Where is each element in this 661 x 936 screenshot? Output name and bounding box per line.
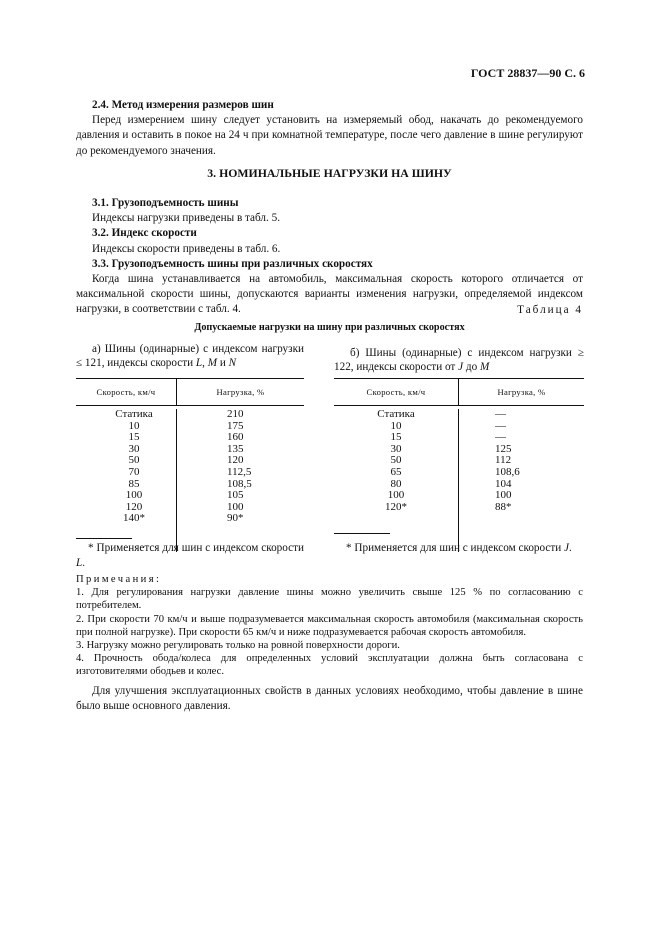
table-b-load-cell: 104 <box>495 477 512 490</box>
section-3-3-heading: 3.3. Грузоподъемность шины при различных скоростях <box>92 257 373 270</box>
note-1: 1. Для регулирования нагрузки давление шины можно увеличить свыше 125 % по согласованию с потребителем. <box>76 587 583 612</box>
table-a-col-load: Нагрузка, % <box>216 387 265 397</box>
table-a-load-cell: 90* <box>227 512 244 525</box>
table-b-load-cell: 125 <box>495 442 512 455</box>
table-a-speeds <box>76 409 177 552</box>
notes <box>76 573 583 679</box>
table-b-col-load: Нагрузка, % <box>497 387 546 397</box>
table-a-load-cell: 112,5 <box>227 465 252 478</box>
section-3-2-text: Индексы скорости приведены в табл. 6. <box>92 242 281 255</box>
table-b-load-cell: 108,6 <box>495 465 520 478</box>
notes-heading: Примечания: <box>76 574 162 585</box>
note-3: 3. Нагрузку можно регулировать только на ровной поверхности дороги. <box>76 640 400 652</box>
section-3-title: 3. НОМИНАЛЬНЫЕ НАГРУЗКИ НА ШИНУ <box>207 166 452 180</box>
section-2-4-heading: 2.4. Метод измерения размеров шин <box>92 99 274 111</box>
section-3-body <box>76 196 583 318</box>
final-paragraph: Для улучшения эксплуатационных свойств в данных условиях необходимо, чтобы давление в шине было выше основного давления. <box>76 685 583 713</box>
section-2-4 <box>76 98 583 159</box>
table-a <box>76 378 304 552</box>
table-b-speed-cell: Статика <box>377 408 415 420</box>
section-2-4-text: Перед измерением шину следует установить на измеряемый обод, накачать до рекомендуемого давления и оставить в покое на 24 ч при комнатной температуре, после чего давление в шине регулируют до рекомендуемого значения. <box>76 114 583 157</box>
table-b-speed-cell: 80 <box>390 477 402 490</box>
table-a-speed-cell: 15 <box>128 431 140 444</box>
table-b-speed-cell: 120* <box>385 500 407 513</box>
table-b-header <box>334 379 584 406</box>
table-b-load-cell: 100 <box>495 489 512 502</box>
table-b-speeds <box>334 409 459 552</box>
footnote-b-rule <box>334 533 390 534</box>
table-a-load-cell: 135 <box>227 442 244 455</box>
table-a-header <box>76 379 304 406</box>
table-b-col-speed: Скорость, км/ч <box>334 379 459 405</box>
table-b-loads <box>459 409 584 552</box>
table-a-caption: а) Шины (одинарные) с индексом нагрузки ≤ 121, индексы скорости L, M и N <box>76 343 304 369</box>
table-b-load-cell: — <box>495 431 506 444</box>
table-b-speed-cell: 65 <box>390 465 402 478</box>
note-4: 4. Прочность обода/колеса для определенных условий эксплуатации должна быть согласована с изготовителями ободьев и колес. <box>76 653 583 678</box>
table-b-caption: б) Шины (одинарные) с индексом нагрузки ≥ 122, индексы скорости от J до M <box>334 347 584 373</box>
table-a-speed-cell: 140* <box>123 512 145 525</box>
table-a-load-cell: 175 <box>227 419 244 432</box>
table-a-speed-cell: 120 <box>125 500 143 513</box>
note-2: 2. При скорости 70 км/ч и выше подразумевается максимальная скорость автомобиля (максимальная скорость при полной нагрузке). При скорости 65 км/ч и ниже подразумевается рабочая скорость автомобиля. <box>76 613 583 638</box>
table-a-load-cell: 105 <box>227 489 244 502</box>
table-title: Допускаемые нагрузки на шину при различных скоростях <box>194 322 465 333</box>
table-a-load-cell: 108,5 <box>227 477 252 490</box>
section-3-3-text: Когда шина устанавливается на автомобиль, максимальная скорость которого отличается от максимальной скорости шины, допускаются варианты изменения нагрузки, определяемой индексом нагрузки, в соответствии с табл. 4. <box>76 273 583 316</box>
table-a-speed-cell: 30 <box>128 442 140 455</box>
table-b <box>334 378 584 552</box>
footnote-a-rule <box>76 538 132 539</box>
table-b-load-cell: — <box>495 408 506 420</box>
table-a-load-cell: 210 <box>227 408 244 420</box>
table-b-speed-cell: 30 <box>390 442 402 455</box>
table-b-speed-cell: 100 <box>387 489 405 502</box>
table-b-speed-cell: 10 <box>390 419 402 432</box>
table-a-load-cell: 100 <box>227 500 244 513</box>
table-b-speed-cell: 50 <box>390 454 402 467</box>
table-a-footnote: * Применяется для шин с индексом скорости L. <box>76 542 304 570</box>
table-b-load-cell: 112 <box>495 454 512 467</box>
table-a-speed-cell: 50 <box>128 454 140 467</box>
table-b-speed-cell: 15 <box>390 431 402 444</box>
table-a-speed-cell: 85 <box>128 477 140 490</box>
table-a-speed-cell: 100 <box>125 489 143 502</box>
table-b-body <box>334 406 584 552</box>
table-a-load-cell: 120 <box>227 454 244 467</box>
section-3-1-text: Индексы нагрузки приведены в табл. 5. <box>92 212 280 225</box>
section-3-2-heading: 3.2. Индекс скорости <box>92 227 197 240</box>
table-b-load-cell: — <box>495 419 506 432</box>
table-b-load-cell: 88* <box>495 500 512 513</box>
table-number: Таблица 4 <box>517 304 583 316</box>
table-a-speed-cell: 10 <box>128 419 140 432</box>
table-a-load-cell: 160 <box>227 431 244 444</box>
table-a-speed-cell: 70 <box>128 465 140 478</box>
table-a-col-speed: Скорость, км/ч <box>76 379 177 405</box>
page-header: ГОСТ 28837—90 С. 6 <box>470 66 585 80</box>
table-a-loads <box>177 409 304 552</box>
table-a-speed-cell: Статика <box>115 408 153 420</box>
table-b-footnote: * Применяется для шин с индексом скорости J. <box>346 542 572 554</box>
section-3-1-heading: 3.1. Грузоподъемность шины <box>92 197 239 209</box>
table-a-body <box>76 406 304 552</box>
